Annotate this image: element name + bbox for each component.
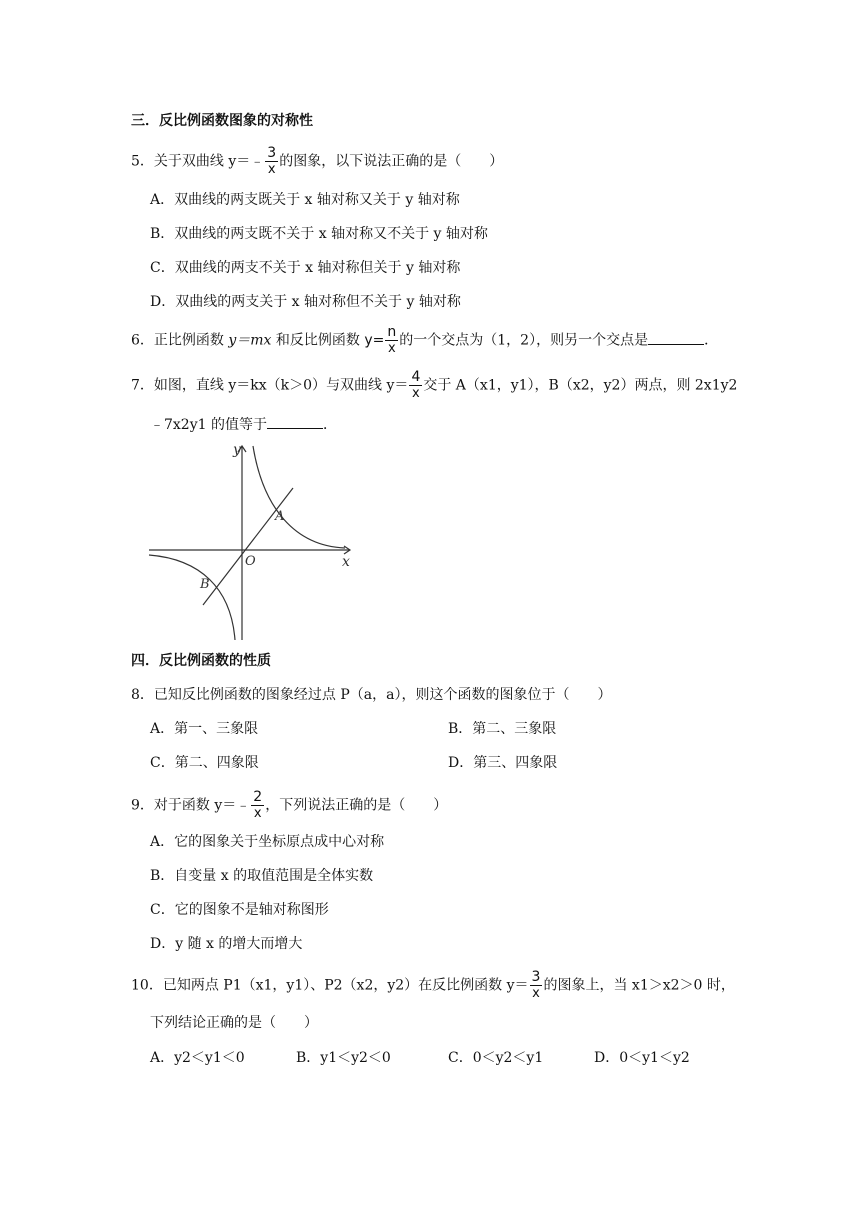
question-text: 与双曲线 bbox=[326, 377, 387, 394]
equation: y＝mx bbox=[228, 332, 272, 349]
option-a: A．第一、三象限 bbox=[150, 721, 259, 737]
question-7-line2 bbox=[150, 415, 337, 435]
fraction: $\frac{4}{x}$ bbox=[411, 369, 421, 401]
question-text: 交于 A（x1，y1），B（x2，y2）两点，则 2x1y2 bbox=[423, 377, 738, 394]
option-b: B．y1＜y2＜0 bbox=[296, 1050, 391, 1066]
answer-blank[interactable] bbox=[648, 332, 704, 345]
question-9 bbox=[131, 790, 447, 821]
equation: y＝ bbox=[386, 377, 409, 394]
question-text: 和反比例函数 bbox=[271, 332, 365, 349]
punctuation: ． bbox=[322, 417, 337, 433]
y-axis-label: y bbox=[233, 442, 241, 458]
option-b: B．双曲线的两支既不关于 x 轴对称又不关于 y 轴对称 bbox=[150, 226, 488, 242]
option-b: B．自变量 x 的取值范围是全体实数 bbox=[150, 868, 374, 884]
equation: y＝ bbox=[506, 977, 529, 994]
hyperbola-graph bbox=[145, 438, 360, 643]
section-title: 三．反比例函数图象的对称性 bbox=[131, 113, 313, 129]
hyperbola-branch-1 bbox=[253, 446, 345, 548]
question-text: 关于双曲线 bbox=[153, 153, 229, 170]
point-b-label: B bbox=[200, 577, 210, 592]
equation: y＝﹣ bbox=[228, 153, 265, 170]
question-7 bbox=[131, 370, 737, 401]
question-10 bbox=[131, 970, 735, 1001]
equation: y= bbox=[364, 332, 385, 349]
section-title: 四．反比例函数的性质 bbox=[131, 653, 271, 669]
question-6 bbox=[131, 325, 718, 356]
question-text: 对于函数 bbox=[153, 797, 215, 814]
option-d: D．y 随 x 的增大而增大 bbox=[150, 936, 303, 952]
question-text: 的图象上，当 x1＞x2＞0 时， bbox=[543, 977, 735, 994]
hyperbola-branch-2 bbox=[149, 555, 235, 640]
fraction: $\frac{n}{x}$ bbox=[387, 324, 397, 356]
question-text: 已知两点 P1（x1，y1）、P2（x2，y2）在反比例函数 bbox=[162, 977, 507, 994]
question-number: 9． bbox=[131, 797, 154, 814]
option-d: D．第三、四象限 bbox=[448, 755, 558, 771]
option-a: A．y2＜y1＜0 bbox=[150, 1050, 245, 1066]
question-8: 8．已知反比例函数的图象经过点 P（a，a），则这个函数的图象位于（ ） bbox=[131, 687, 612, 703]
option-d: D．0＜y1＜y2 bbox=[594, 1050, 690, 1066]
question-number: 7． bbox=[131, 377, 154, 394]
question-number: 10． bbox=[131, 977, 163, 994]
option-a: A．双曲线的两支既关于 x 轴对称又关于 y 轴对称 bbox=[150, 192, 460, 208]
fraction: $\frac{2}{x}$ bbox=[253, 789, 263, 821]
option-b: B．第二、三象限 bbox=[448, 721, 557, 737]
fraction: $\frac{3}{x}$ bbox=[531, 969, 541, 1001]
option-a: A．它的图象关于坐标原点成中心对称 bbox=[150, 834, 385, 850]
question-number: 6． bbox=[131, 332, 154, 349]
question-5 bbox=[131, 146, 503, 177]
question-text: 正比例函数 bbox=[153, 332, 229, 349]
equation: y＝﹣ bbox=[214, 797, 251, 814]
question-10-line2: 下列结论正确的是（ ） bbox=[150, 1015, 318, 1031]
option-c: C．第二、四象限 bbox=[150, 755, 259, 771]
question-text: ，下列说法正确的是（ ） bbox=[265, 797, 448, 814]
option-c: C．0＜y2＜y1 bbox=[448, 1050, 544, 1066]
origin-label: O bbox=[245, 554, 256, 569]
fraction: $\frac{3}{x}$ bbox=[267, 145, 277, 177]
option-c: C．双曲线的两支不关于 x 轴对称但关于 y 轴对称 bbox=[150, 260, 461, 276]
question-text: 的一个交点为（1，2），则另一个交点是 bbox=[399, 332, 649, 349]
equation: y＝kx（k＞0） bbox=[228, 377, 327, 394]
question-text: 的图象，以下说法正确的是（ ） bbox=[279, 153, 504, 170]
question-text: 如图，直线 bbox=[153, 377, 229, 394]
x-axis-label: x bbox=[342, 554, 350, 570]
option-d: D．双曲线的两支关于 x 轴对称但不关于 y 轴对称 bbox=[150, 294, 461, 310]
question-text: ﹣7x2y1 的值等于 bbox=[150, 417, 267, 433]
point-a-label: A bbox=[275, 509, 285, 524]
punctuation: ． bbox=[704, 332, 719, 349]
option-c: C．它的图象不是轴对称图形 bbox=[150, 902, 329, 918]
answer-blank[interactable] bbox=[267, 416, 323, 429]
question-number: 5． bbox=[131, 153, 154, 170]
